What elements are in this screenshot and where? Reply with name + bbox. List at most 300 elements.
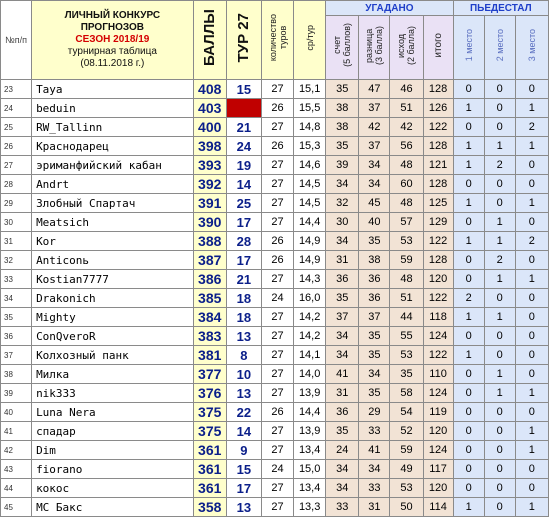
- total-cell: 129: [423, 213, 453, 232]
- second-place-cell: 0: [484, 422, 515, 441]
- points-cell: 393: [193, 156, 226, 175]
- participant-name: эриманфийский кабан: [32, 156, 194, 175]
- average-cell: 15,3: [294, 137, 326, 156]
- total-cell: 114: [423, 498, 453, 517]
- average-cell: 16,0: [294, 289, 326, 308]
- third-place-cell: 1: [515, 422, 548, 441]
- tour-points-cell: 25: [226, 194, 261, 213]
- third-place-cell: 0: [515, 365, 548, 384]
- average-cell: 14,5: [294, 175, 326, 194]
- table-row: [1, 270, 549, 289]
- third-place-cell: 1: [515, 384, 548, 403]
- tour-count-cell: 27: [261, 270, 293, 289]
- points-cell: 375: [193, 422, 226, 441]
- points-cell: 377: [193, 365, 226, 384]
- points-cell: 398: [193, 137, 226, 156]
- average-cell: 14,6: [294, 156, 326, 175]
- total-column-header: итого: [423, 16, 453, 80]
- row-number: 39: [1, 384, 32, 403]
- row-number: 25: [1, 118, 32, 137]
- outcome-cell: 42: [390, 118, 423, 137]
- table-row: [1, 156, 549, 175]
- difference-cell: 33: [359, 422, 390, 441]
- average-cell: 14,8: [294, 118, 326, 137]
- outcome-column-header: исход (2 балла): [390, 16, 423, 80]
- participant-name: Kor: [32, 232, 194, 251]
- points-cell: 390: [193, 213, 226, 232]
- points-cell: 361: [193, 441, 226, 460]
- outcome-cell: 57: [390, 213, 423, 232]
- tour-count-cell: 27: [261, 118, 293, 137]
- second-place-cell: 2: [484, 156, 515, 175]
- score-cell: 34: [326, 327, 359, 346]
- second-place-cell: 0: [484, 346, 515, 365]
- tour-points-cell: 13: [226, 327, 261, 346]
- tour-count-cell: 24: [261, 289, 293, 308]
- tour-points-cell: 28: [226, 232, 261, 251]
- outcome-cell: 46: [390, 80, 423, 99]
- tour-points-cell: 8: [226, 346, 261, 365]
- average-cell: 14,0: [294, 365, 326, 384]
- total-cell: 128: [423, 137, 453, 156]
- participant-name: Taya: [32, 80, 194, 99]
- podium-group-header: ПЬЕДЕСТАЛ: [453, 1, 548, 16]
- participant-name: спадар: [32, 422, 194, 441]
- first-place-cell: 1: [453, 232, 484, 251]
- outcome-cell: 53: [390, 479, 423, 498]
- total-cell: 126: [423, 99, 453, 118]
- score-cell: 24: [326, 441, 359, 460]
- outcome-cell: 59: [390, 441, 423, 460]
- difference-cell: 35: [359, 384, 390, 403]
- outcome-cell: 51: [390, 99, 423, 118]
- first-place-cell: 0: [453, 80, 484, 99]
- score-cell: 38: [326, 118, 359, 137]
- first-place-cell: 1: [453, 137, 484, 156]
- points-cell: 383: [193, 327, 226, 346]
- average-column-header: ср/тур: [294, 1, 326, 80]
- table-row: [1, 137, 549, 156]
- table-row: [1, 403, 549, 422]
- score-cell: 38: [326, 99, 359, 118]
- difference-cell: 47: [359, 80, 390, 99]
- outcome-cell: 55: [390, 327, 423, 346]
- tour-points-cell: 9: [226, 441, 261, 460]
- tour-points-cell: 14: [226, 175, 261, 194]
- third-place-cell: 0: [515, 156, 548, 175]
- row-number: 44: [1, 479, 32, 498]
- total-cell: 118: [423, 308, 453, 327]
- third-place-cell: 1: [515, 137, 548, 156]
- total-cell: 128: [423, 80, 453, 99]
- third-place-cell: 2: [515, 118, 548, 137]
- guessed-group-header: УГАДАНО: [326, 1, 453, 16]
- outcome-cell: 53: [390, 232, 423, 251]
- row-number: 30: [1, 213, 32, 232]
- outcome-cell: 44: [390, 308, 423, 327]
- second-place-column-header: 2 место: [484, 16, 515, 80]
- tour-count-cell: 26: [261, 403, 293, 422]
- tour-points-cell: 17: [226, 251, 261, 270]
- row-number: 31: [1, 232, 32, 251]
- tour-points-cell: 18: [226, 289, 261, 308]
- score-cell: 36: [326, 403, 359, 422]
- second-place-cell: 0: [484, 441, 515, 460]
- difference-cell: 45: [359, 194, 390, 213]
- points-cell: 403: [193, 99, 226, 118]
- first-place-cell: 0: [453, 270, 484, 289]
- title-line-2: ПРОГНОЗОВ: [80, 22, 144, 33]
- score-cell: 41: [326, 365, 359, 384]
- first-place-cell: 0: [453, 422, 484, 441]
- outcome-cell: 48: [390, 194, 423, 213]
- difference-cell: 37: [359, 308, 390, 327]
- difference-cell: 35: [359, 346, 390, 365]
- difference-cell: 29: [359, 403, 390, 422]
- average-cell: 14,3: [294, 270, 326, 289]
- table-row: [1, 289, 549, 308]
- points-cell: 375: [193, 403, 226, 422]
- score-cell: 34: [326, 479, 359, 498]
- difference-cell: 38: [359, 251, 390, 270]
- second-place-cell: 0: [484, 80, 515, 99]
- table-row: [1, 194, 549, 213]
- average-cell: 14,2: [294, 327, 326, 346]
- tour-count-cell: 27: [261, 213, 293, 232]
- score-cell: 31: [326, 384, 359, 403]
- row-number: 34: [1, 289, 32, 308]
- score-cell: 32: [326, 194, 359, 213]
- first-place-cell: 1: [453, 194, 484, 213]
- first-place-cell: 0: [453, 251, 484, 270]
- table-row: [1, 479, 549, 498]
- tour-count-cell: 27: [261, 156, 293, 175]
- third-place-cell: 0: [515, 80, 548, 99]
- row-number: 23: [1, 80, 32, 99]
- first-place-cell: 0: [453, 441, 484, 460]
- tour-count-cell: 24: [261, 460, 293, 479]
- tour-points-cell: 10: [226, 365, 261, 384]
- table-row: [1, 213, 549, 232]
- average-cell: 14,9: [294, 232, 326, 251]
- points-cell: 388: [193, 232, 226, 251]
- tour-points-cell: 18: [226, 308, 261, 327]
- third-place-cell: 0: [515, 308, 548, 327]
- participant-name: Drakonich: [32, 289, 194, 308]
- tour-count-cell: 26: [261, 99, 293, 118]
- table-row: [1, 346, 549, 365]
- third-place-cell: 1: [515, 498, 548, 517]
- tour-points-cell: 15: [226, 80, 261, 99]
- tour-count-cell: 27: [261, 384, 293, 403]
- row-number: 45: [1, 498, 32, 517]
- points-cell: 361: [193, 460, 226, 479]
- score-cell: 37: [326, 308, 359, 327]
- total-cell: 122: [423, 289, 453, 308]
- row-number: 40: [1, 403, 32, 422]
- first-place-cell: 0: [453, 118, 484, 137]
- first-place-cell: 0: [453, 479, 484, 498]
- average-cell: 15,1: [294, 80, 326, 99]
- participant-name: Злобный Спартач: [32, 194, 194, 213]
- outcome-cell: 54: [390, 403, 423, 422]
- score-cell: 35: [326, 422, 359, 441]
- tour-points-cell: 17: [226, 213, 261, 232]
- score-cell: 31: [326, 251, 359, 270]
- table-row: [1, 251, 549, 270]
- average-cell: 13,9: [294, 384, 326, 403]
- points-cell: 386: [193, 270, 226, 289]
- difference-cell: 42: [359, 118, 390, 137]
- second-place-cell: 0: [484, 175, 515, 194]
- outcome-cell: 35: [390, 365, 423, 384]
- total-cell: 128: [423, 251, 453, 270]
- title-line-1: ЛИЧНЫЙ КОНКУРС: [64, 10, 161, 21]
- tour-count-cell: 27: [261, 80, 293, 99]
- participant-name: Колхозный панк: [32, 346, 194, 365]
- tour-count-column-header: количество туров: [261, 1, 293, 80]
- participant-name: МС Бакс: [32, 498, 194, 517]
- score-cell: 30: [326, 213, 359, 232]
- score-cell: 39: [326, 156, 359, 175]
- row-number: 26: [1, 137, 32, 156]
- table-row: [1, 460, 549, 479]
- tour-points-cell: 17: [226, 479, 261, 498]
- row-number: 29: [1, 194, 32, 213]
- total-cell: 120: [423, 422, 453, 441]
- third-place-cell: 0: [515, 327, 548, 346]
- tour-count-cell: 26: [261, 137, 293, 156]
- table-row: [1, 80, 549, 99]
- difference-cell: 36: [359, 289, 390, 308]
- first-place-cell: 1: [453, 498, 484, 517]
- tour-count-cell: 27: [261, 441, 293, 460]
- average-cell: 14,2: [294, 308, 326, 327]
- third-place-cell: 0: [515, 479, 548, 498]
- participant-name: кокос: [32, 479, 194, 498]
- outcome-cell: 49: [390, 460, 423, 479]
- tour-count-cell: 27: [261, 498, 293, 517]
- table-row: [1, 308, 549, 327]
- tour-count-cell: 27: [261, 479, 293, 498]
- second-place-cell: 2: [484, 251, 515, 270]
- second-place-cell: 0: [484, 460, 515, 479]
- score-cell: 34: [326, 460, 359, 479]
- first-place-cell: 1: [453, 99, 484, 118]
- tour-points-cell: 14: [226, 422, 261, 441]
- difference-cell: 40: [359, 213, 390, 232]
- second-place-cell: 1: [484, 232, 515, 251]
- first-place-cell: 2: [453, 289, 484, 308]
- participant-name: nik333: [32, 384, 194, 403]
- first-place-cell: 0: [453, 365, 484, 384]
- first-place-cell: 0: [453, 213, 484, 232]
- total-cell: 124: [423, 327, 453, 346]
- third-place-cell: 1: [515, 441, 548, 460]
- table-row: [1, 498, 549, 517]
- score-cell: 35: [326, 80, 359, 99]
- third-place-cell: 0: [515, 289, 548, 308]
- second-place-cell: 1: [484, 384, 515, 403]
- average-cell: 14,9: [294, 251, 326, 270]
- tour-column-header: ТУР 27: [226, 1, 261, 80]
- difference-cell: 34: [359, 460, 390, 479]
- table-row: [1, 99, 549, 118]
- points-cell: 385: [193, 289, 226, 308]
- total-cell: 122: [423, 232, 453, 251]
- participant-name: Милка: [32, 365, 194, 384]
- points-cell: 400: [193, 118, 226, 137]
- third-place-cell: 0: [515, 251, 548, 270]
- tour-points-cell: 21: [226, 270, 261, 289]
- points-cell: 361: [193, 479, 226, 498]
- row-number: 28: [1, 175, 32, 194]
- average-cell: 15,0: [294, 460, 326, 479]
- total-cell: 122: [423, 346, 453, 365]
- second-place-cell: 0: [484, 403, 515, 422]
- participant-name: Kostian7777: [32, 270, 194, 289]
- third-place-cell: 1: [515, 194, 548, 213]
- tour-points-cell: 13: [226, 498, 261, 517]
- tour-points-cell: 22: [226, 403, 261, 422]
- score-cell: 34: [326, 232, 359, 251]
- tour-points-cell: 24: [226, 137, 261, 156]
- score-cell: 35: [326, 137, 359, 156]
- points-cell: 381: [193, 346, 226, 365]
- first-place-cell: 1: [453, 308, 484, 327]
- first-place-column-header: 1 место: [453, 16, 484, 80]
- table-row: [1, 365, 549, 384]
- table-title-block: [32, 1, 194, 80]
- participant-name: RW_Tallinn: [32, 118, 194, 137]
- second-place-cell: 0: [484, 289, 515, 308]
- date-label: (08.11.2018 г.): [80, 58, 145, 69]
- total-cell: 120: [423, 479, 453, 498]
- tour-points-cell: 15: [226, 460, 261, 479]
- tour-points-cell: 13: [226, 384, 261, 403]
- table-row: [1, 118, 549, 137]
- first-place-cell: 0: [453, 327, 484, 346]
- table-row: [1, 441, 549, 460]
- tour-count-cell: 27: [261, 327, 293, 346]
- first-place-cell: 0: [453, 403, 484, 422]
- first-place-cell: 0: [453, 384, 484, 403]
- second-place-cell: 1: [484, 365, 515, 384]
- points-cell: 391: [193, 194, 226, 213]
- total-cell: 122: [423, 118, 453, 137]
- third-place-cell: 0: [515, 346, 548, 365]
- total-cell: 119: [423, 403, 453, 422]
- average-cell: 13,9: [294, 422, 326, 441]
- outcome-cell: 48: [390, 270, 423, 289]
- difference-cell: 37: [359, 137, 390, 156]
- score-cell: 34: [326, 346, 359, 365]
- difference-column-header: разница (3 балла): [359, 16, 390, 80]
- third-place-cell: 2: [515, 232, 548, 251]
- total-cell: 125: [423, 194, 453, 213]
- row-number: 36: [1, 327, 32, 346]
- outcome-cell: 48: [390, 156, 423, 175]
- outcome-cell: 58: [390, 384, 423, 403]
- difference-cell: 41: [359, 441, 390, 460]
- outcome-cell: 50: [390, 498, 423, 517]
- participant-name: ConQveroR: [32, 327, 194, 346]
- points-cell: 384: [193, 308, 226, 327]
- tour-points-cell: [226, 99, 261, 118]
- average-cell: 14,4: [294, 403, 326, 422]
- points-cell: 376: [193, 384, 226, 403]
- second-place-cell: 1: [484, 308, 515, 327]
- second-place-cell: 1: [484, 270, 515, 289]
- number-column-header: №п/п: [1, 1, 32, 80]
- tour-points-cell: 21: [226, 118, 261, 137]
- row-number: 35: [1, 308, 32, 327]
- first-place-cell: 1: [453, 346, 484, 365]
- row-number: 41: [1, 422, 32, 441]
- total-cell: 124: [423, 384, 453, 403]
- points-cell: 392: [193, 175, 226, 194]
- average-cell: 15,5: [294, 99, 326, 118]
- average-cell: 13,3: [294, 498, 326, 517]
- participant-name: Luna Nera: [32, 403, 194, 422]
- total-cell: 128: [423, 175, 453, 194]
- third-place-cell: 0: [515, 460, 548, 479]
- total-cell: 121: [423, 156, 453, 175]
- third-place-cell: 0: [515, 213, 548, 232]
- tour-count-cell: 26: [261, 251, 293, 270]
- total-cell: 120: [423, 270, 453, 289]
- outcome-cell: 59: [390, 251, 423, 270]
- difference-cell: 33: [359, 479, 390, 498]
- third-place-column-header: 3 место: [515, 16, 548, 80]
- second-place-cell: 0: [484, 479, 515, 498]
- second-place-cell: 1: [484, 213, 515, 232]
- points-cell: 387: [193, 251, 226, 270]
- score-cell: 34: [326, 175, 359, 194]
- participant-name: fiorano: [32, 460, 194, 479]
- tour-count-cell: 26: [261, 232, 293, 251]
- second-place-cell: 0: [484, 498, 515, 517]
- tour-count-cell: 27: [261, 194, 293, 213]
- tour-count-cell: 27: [261, 308, 293, 327]
- second-place-cell: 0: [484, 194, 515, 213]
- first-place-cell: 0: [453, 460, 484, 479]
- average-cell: 13,4: [294, 479, 326, 498]
- tour-count-cell: 27: [261, 346, 293, 365]
- third-place-cell: 1: [515, 270, 548, 289]
- row-number: 27: [1, 156, 32, 175]
- tour-points-cell: 19: [226, 156, 261, 175]
- table-row: [1, 232, 549, 251]
- difference-cell: 36: [359, 270, 390, 289]
- second-place-cell: 0: [484, 99, 515, 118]
- difference-cell: 34: [359, 156, 390, 175]
- row-number: 38: [1, 365, 32, 384]
- difference-cell: 35: [359, 232, 390, 251]
- score-cell: 36: [326, 270, 359, 289]
- third-place-cell: 1: [515, 99, 548, 118]
- outcome-cell: 53: [390, 346, 423, 365]
- points-cell: 358: [193, 498, 226, 517]
- score-cell: 33: [326, 498, 359, 517]
- subtitle-label: турнирная таблица: [67, 46, 157, 57]
- tour-count-cell: 27: [261, 422, 293, 441]
- participant-name: Meatsich: [32, 213, 194, 232]
- participant-name: Anticonь: [32, 251, 194, 270]
- outcome-cell: 60: [390, 175, 423, 194]
- difference-cell: 34: [359, 365, 390, 384]
- third-place-cell: 0: [515, 175, 548, 194]
